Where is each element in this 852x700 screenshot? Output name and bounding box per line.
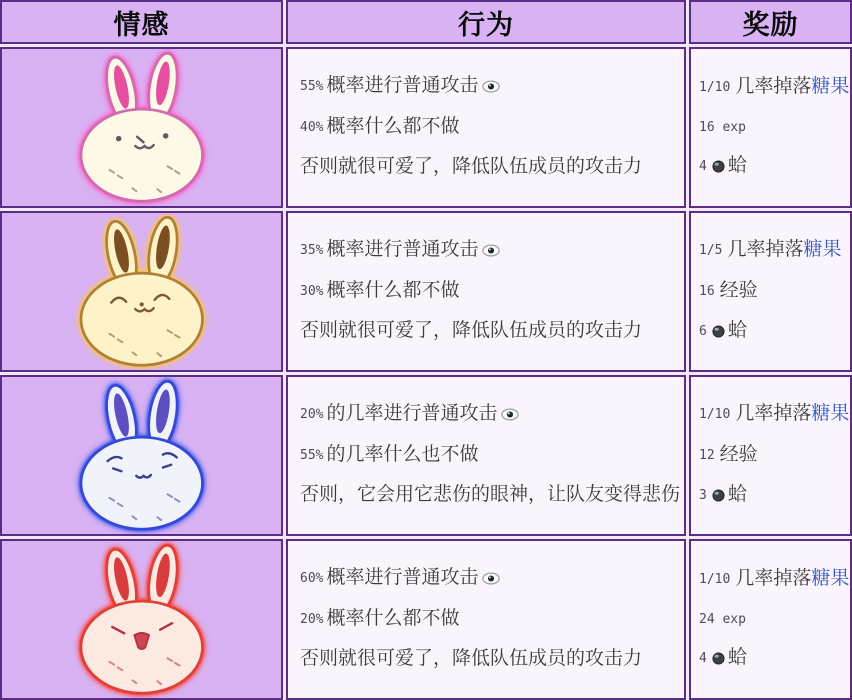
behavior-line: 60% 概率进行普通攻击 [300, 567, 678, 589]
behavior-line: 20% 的几率进行普通攻击 [300, 403, 678, 425]
coin-icon[interactable] [712, 323, 725, 338]
behavior-line: 55% 的几率什么也不做 [300, 443, 479, 465]
candy-link[interactable]: 糖果 [811, 403, 850, 425]
candy-link[interactable]: 糖果 [811, 76, 850, 98]
reward-line: 12 经验 [699, 443, 758, 465]
chance-value: 20% [300, 407, 324, 423]
reward-line: 4 蛤 [699, 646, 747, 668]
coin-count: 3 [699, 487, 707, 503]
candy-link[interactable]: 糖果 [811, 568, 850, 590]
reward-cell [689, 539, 852, 700]
exp-value: 12 [699, 447, 715, 463]
bunny-image-blue-sad [0, 375, 283, 536]
drop-chance: 1/5 [699, 243, 723, 259]
behavior-line: 20% 概率什么都不做 [300, 607, 460, 629]
behavior-line: 否则就很可爱了，降低队伍成员的攻击力 [300, 647, 643, 669]
eye-icon[interactable] [501, 408, 519, 421]
coin-count: 4 [699, 650, 707, 666]
chance-value: 20% [300, 611, 324, 627]
cream-pink-bunny-icon [45, 52, 238, 204]
drop-chance: 1/10 [699, 572, 731, 588]
chance-value: 60% [300, 571, 324, 587]
eye-icon[interactable] [482, 80, 500, 93]
yellow-happy-bunny-icon [45, 216, 238, 368]
blue-sad-bunny-icon [45, 380, 238, 532]
reward-line [699, 610, 844, 628]
coin-count: 6 [699, 323, 707, 339]
reward-cell [689, 47, 852, 208]
reward-line: 1/10 几率掉落 糖果 [699, 568, 850, 590]
candy-link[interactable]: 糖果 [803, 239, 842, 261]
reward-line: 1/10 几率掉落 糖果 [699, 76, 850, 98]
behavior-cell [286, 47, 686, 208]
header-cell-behavior [286, 0, 686, 44]
behavior-cell [286, 211, 686, 372]
behavior-line: 否则就很可爱了，降低队伍成员的攻击力 [300, 155, 643, 177]
reward-line: 6 蛤 [699, 319, 747, 341]
behavior-line: 55% 概率进行普通攻击 [300, 75, 678, 97]
reward-cell [689, 375, 852, 536]
coin-icon[interactable] [712, 158, 725, 173]
behavior-cell [286, 375, 686, 536]
coin-icon[interactable] [712, 650, 725, 665]
coin-icon[interactable] [712, 487, 725, 502]
exp-value: 24 exp [699, 611, 746, 627]
eye-icon[interactable] [482, 572, 500, 585]
reward-line: 1/10 几率掉落 糖果 [699, 403, 850, 425]
behavior-line: 40% 概率什么都不做 [300, 115, 460, 137]
chance-value: 30% [300, 283, 324, 299]
behavior-line: 否则，它会用它悲伤的眼神，让队友变得悲伤 [300, 483, 681, 505]
drop-chance: 1/10 [699, 407, 731, 423]
header-emotion-label: 情感 [113, 9, 170, 40]
behavior-line: 35% 概率进行普通攻击 [300, 239, 678, 261]
header-behavior-label: 行为 [458, 9, 514, 40]
reward-line: 16 经验 [699, 279, 758, 301]
chance-value: 55% [300, 447, 324, 463]
reward-line: 3 蛤 [699, 483, 747, 505]
reward-line: 4 蛤 [699, 154, 747, 176]
behavior-line: 否则就很可爱了，降低队伍成员的攻击力 [300, 319, 643, 341]
chance-value: 35% [300, 243, 324, 259]
reward-cell [689, 211, 852, 372]
reward-line [699, 118, 844, 136]
coin-count: 4 [699, 158, 707, 174]
chance-value: 55% [300, 79, 324, 95]
reward-line: 1/5 几率掉落 糖果 [699, 239, 842, 261]
header-cell-reward [689, 0, 852, 44]
header-cell-emotion [0, 0, 283, 44]
bunny-image-red-angry [0, 539, 283, 700]
red-angry-bunny-icon [45, 544, 238, 696]
chance-value: 40% [300, 119, 324, 135]
header-reward-label: 奖励 [742, 9, 799, 40]
drop-chance: 1/10 [699, 80, 731, 96]
bunny-image-cream-pink [0, 47, 283, 208]
bunny-image-yellow-happy [0, 211, 283, 372]
behavior-line: 30% 概率什么都不做 [300, 279, 460, 301]
exp-value: 16 [699, 283, 715, 299]
eye-icon[interactable] [482, 244, 500, 257]
behavior-cell [286, 539, 686, 700]
exp-value: 16 exp [699, 119, 746, 135]
